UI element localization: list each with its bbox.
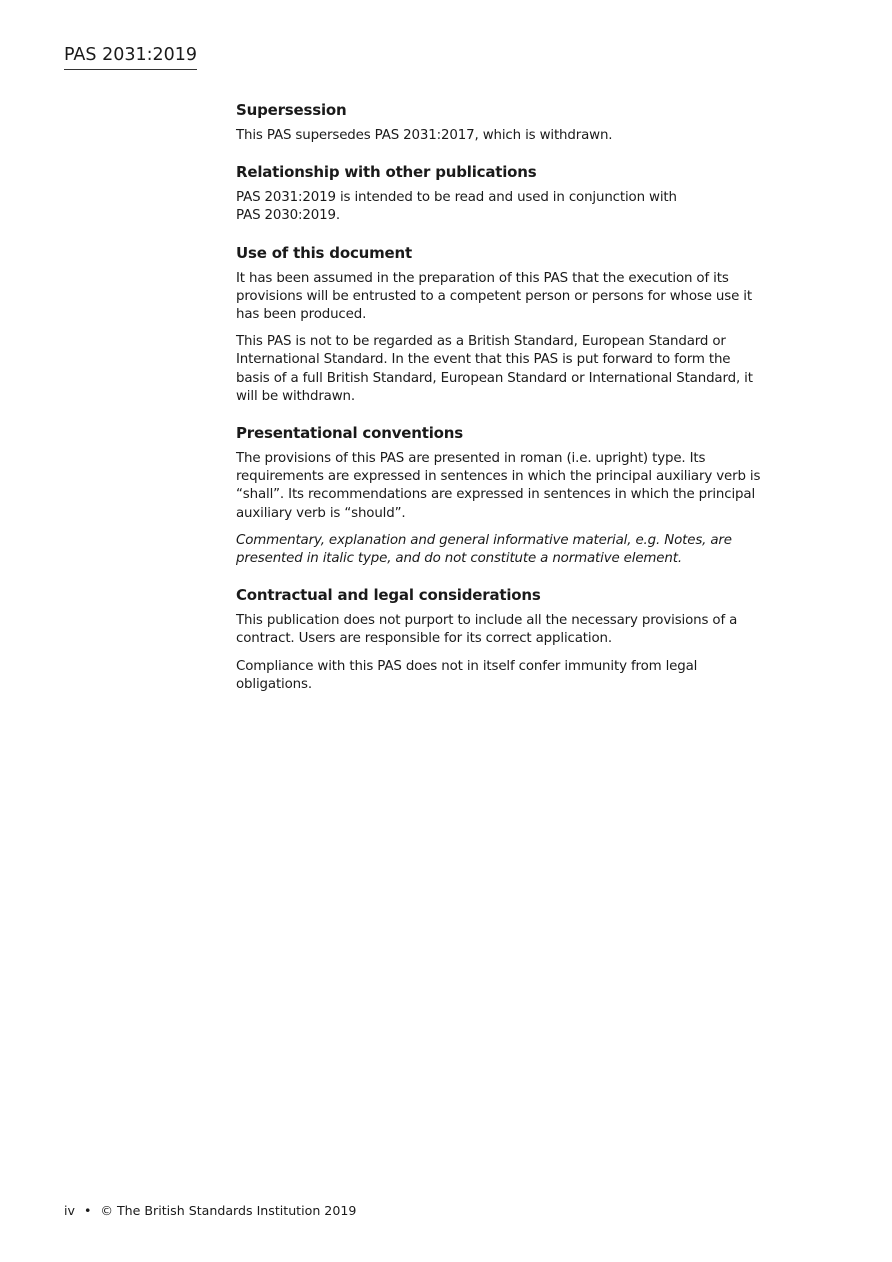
- page-header-doc-id: PAS 2031:2019: [64, 44, 197, 70]
- section-paragraph: This PAS supersedes PAS 2031:2017, which is withdrawn.: [236, 128, 613, 143]
- section-heading: Contractual and legal considerations: [236, 586, 541, 605]
- section-paragraph: It has been assumed in the preparation of this PAS that the execution of its provisions will be entrusted to a competent person or persons for whose use it has been produced.: [236, 270, 752, 323]
- section-contractual-legal: [236, 585, 806, 694]
- page-footer: [64, 1202, 356, 1220]
- section-relationship: [236, 162, 806, 225]
- section-supersession: [236, 100, 806, 145]
- page-number: iv: [64, 1203, 75, 1218]
- section-paragraph: This PAS is not to be regarded as a British Standard, European Standard or International Standard. In the event that this PAS is put forward to form the basis of a full British Standard, European Standard or International Standard, it will be withdrawn.: [236, 334, 753, 404]
- copyright-notice: © The British Standards Institution 2019: [100, 1203, 357, 1218]
- document-body: [236, 100, 806, 711]
- commentary-paragraph: Commentary, explanation and general informative material, e.g. Notes, are presented in italic type, and do not constitute a normative element.: [236, 532, 732, 567]
- section-heading: Relationship with other publications: [236, 163, 537, 182]
- section-paragraph: The provisions of this PAS are presented in roman (i.e. upright) type. Its requirements are expressed in sentences in which the principal auxiliary verb is “shall”. Its recommendations are expressed in sentences in which the principal auxiliary verb is “should”.: [236, 451, 761, 521]
- section-heading: Supersession: [236, 101, 347, 119]
- section-heading: Use of this document: [236, 243, 412, 262]
- section-use-of-document: [236, 243, 806, 406]
- footer-separator: •: [83, 1203, 92, 1218]
- section-paragraph: PAS 2031:2019 is intended to be read and used in conjunction with PAS 2030:2019.: [236, 190, 677, 224]
- section-paragraph: This publication does not purport to include all the necessary provisions of a contract. Users are responsible for its correct application.: [236, 613, 738, 647]
- section-presentational-conventions: [236, 423, 806, 568]
- section-heading: Presentational conventions: [236, 424, 463, 443]
- section-paragraph: Compliance with this PAS does not in itself confer immunity from legal obligations.: [236, 658, 698, 692]
